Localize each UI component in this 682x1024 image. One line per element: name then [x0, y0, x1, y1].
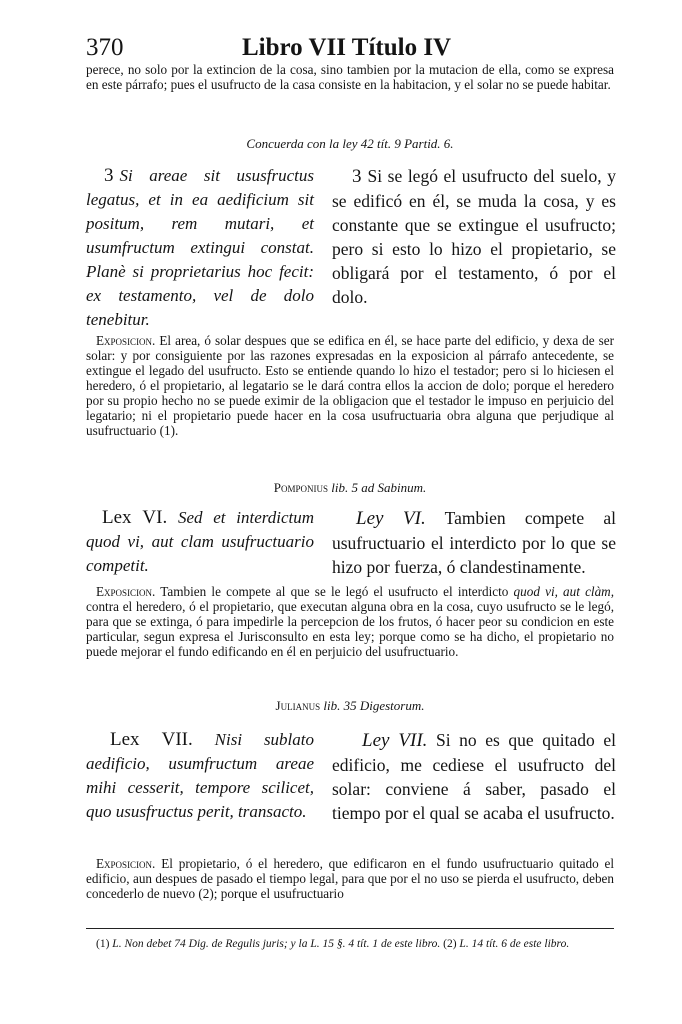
section-3-latin-number: 3 — [104, 165, 114, 186]
ley-vi-spanish-text: Tambien compete al usufructuario el interdicto por lo que se hizo por fuerza, ó clandestinamente. — [332, 508, 616, 577]
source-work: lib. 35 Digestorum. — [323, 698, 425, 713]
section-3-exposicion — [86, 333, 614, 438]
lex-vii-latin — [86, 728, 314, 824]
exposicion-label: Exposicion. — [96, 333, 156, 348]
page-number: 370 — [86, 34, 124, 61]
lex-vi-spanish — [332, 506, 616, 579]
section-3-latin-text: Si areae sit ususfructus legatus, et in ea aedificium sit positum, rem mutari, et usumfructum extingui constat. Planè si proprietarius hoc fecit: ex testamento, vel de dolo tenebitur. — [86, 166, 314, 329]
footnote-rule — [86, 928, 614, 929]
lex-vi-latin — [86, 506, 314, 578]
section-3-latin — [86, 164, 314, 332]
source-pomponius — [86, 480, 614, 496]
intro-paragraph: perece, no solo por la extincion de la cosa, sino tambien por la mutacion de ella, como se expresa en este párrafo; pues el usufructo de la casa consiste en la habitacion, y el solar no se puede habitar. — [86, 62, 614, 92]
footnotes — [86, 938, 614, 951]
concordance-heading: Concuerda con la ley 42 tít. 9 Partid. 6. — [246, 136, 454, 151]
exposicion-text: El propietario, ó el heredero, que edificaron en el fundo usufructuario quitado el edificio, aun despues de pasado el tiempo legal, para que por el no uso se pierda el usufructo, deben concederlo de nuevo (2); porque el usufructuario — [86, 856, 615, 901]
footnote-mark-2: (2) — [443, 938, 457, 950]
exposicion-label: Exposicion. — [96, 856, 156, 871]
ley-vi-head: Ley VI. — [356, 508, 426, 529]
lex-vi-head: Lex VI. — [102, 507, 168, 528]
exposicion-text-a: Tambien le compete al que se le legó el usufructo el interdicto — [160, 584, 509, 599]
lex-vii-head: Lex VII. — [110, 729, 193, 750]
lex-vii-spanish — [332, 728, 616, 825]
source-author: Pomponius — [273, 480, 328, 495]
source-work: lib. 5 ad Sabinum. — [331, 480, 427, 495]
source-julianus — [86, 698, 614, 714]
ley-vii-head: Ley VII. — [362, 730, 428, 751]
lex-vi-latin-text: Sed et interdictum quod vi, aut clam usufructuario competit. — [86, 508, 314, 575]
footnote-text-1: L. Non debet 74 Dig. de Regulis juris; y la L. 15 §. 4 tít. 1 de este libro. — [112, 938, 441, 950]
exposicion-italic: quod vi, aut clàm, — [513, 584, 615, 599]
section-3-spanish-number: 3 — [352, 166, 362, 187]
footnote-text-2: L. 14 tít. 6 de este libro. — [459, 938, 570, 950]
lex-vii-exposicion — [86, 856, 614, 901]
section-3-spanish-text: Si se legó el usufructo del suelo, y se edificó en él, se muda la cosa, y es constante que se extingue el usufructo; pero si esto lo hizo el propietario, se obligará por el testamento, ó por el dolo. — [332, 166, 616, 307]
exposicion-label: Exposicion. — [96, 584, 156, 599]
lex-vii-latin-text: Nisi sublato aedificio, usumfructum areae mihi cesserit, tempore scilicet, quo ususfructus perit, transacto. — [86, 730, 315, 821]
lex-vi-exposicion — [86, 584, 614, 659]
ley-vii-spanish-text: Si no es que quitado el edificio, me cediese el usufructo del solar: conviene á saber, pasado el tiempo por el qual se acaba el usufructo. — [332, 730, 616, 823]
section-3-spanish — [332, 164, 616, 309]
exposicion-text: El area, ó solar despues que se edifica en él, se hace parte del edificio, y dexa de ser solar: y por consiguiente por las razones expresadas en la exposicion al párrafo antecedente, se extingue el legado del usufructo. Esto se entiende quando lo hizo el testador; pero si lo hiciesen el heredero, ó el propietario, al legatario se le dará contra ellos la accion de dolo; porque el heredero por su propio hecho no se puede eximir de la obligacion que el testador le impuso en perjuicio del legatario; ni el propietario puede hacer en la cosa usufructuaria obra alguna que perjudique al usufructuario (1). — [86, 333, 615, 438]
footnote-mark-1: (1) — [96, 938, 110, 950]
exposicion-text-b: contra el heredero, ó el propietario, que executan alguna obra en la cosa, cuyo usufructo se le legó, para que se extinga, ó para impedirle la percepcion de los frutos, ó hacer peor su condicion en este particular, segun expresa el Jurisconsulto en esta ley; porque como se ha dicho, el propietario no puede mejorar el fundo edificando en él en perjuicio del usufructuario. — [86, 599, 614, 659]
source-author: Julianus — [275, 698, 321, 713]
running-title: Libro VII Título IV — [242, 34, 452, 61]
